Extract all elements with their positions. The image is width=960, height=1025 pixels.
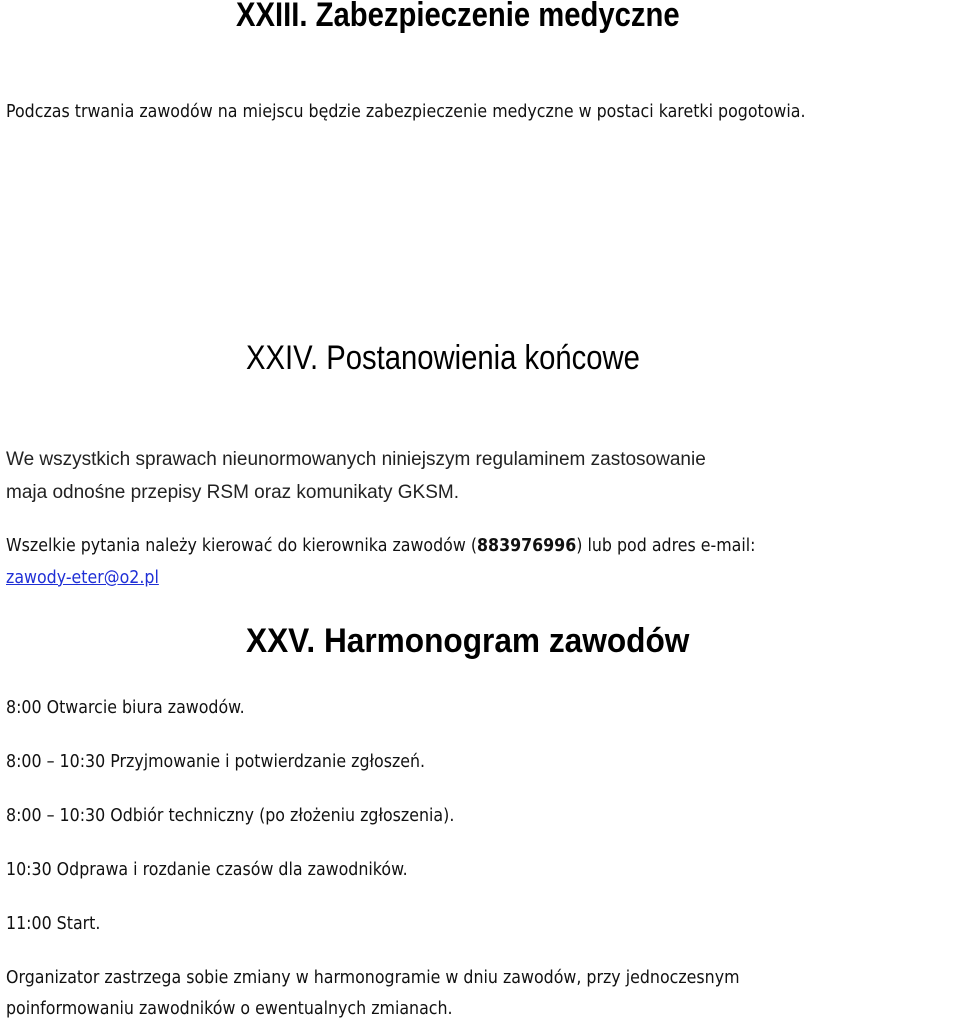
section-heading-final-provisions: XXIV. Postanowienia końcowe bbox=[246, 339, 640, 377]
contact-text-pre: Wszelkie pytania należy kierować do kierownika zawodów ( bbox=[6, 535, 478, 556]
schedule-item: 11:00 Start. bbox=[6, 913, 101, 934]
contact-line bbox=[6, 535, 756, 556]
contact-text-post: ) lub pod adres e-mail: bbox=[576, 535, 756, 556]
schedule-item: 8:00 – 10:30 Odbiór techniczny (po złożeniu zgłoszenia). bbox=[6, 805, 455, 826]
schedule-item: 8:00 Otwarcie biura zawodów. bbox=[6, 697, 245, 718]
section-heading-schedule: XXV. Harmonogram zawodów bbox=[246, 622, 690, 660]
section-heading-medical: XXIII. Zabezpieczenie medyczne bbox=[236, 0, 680, 34]
contact-phone: 883976996 bbox=[477, 535, 577, 556]
final-paragraph-line-1: We wszystkich sprawach nieunormowanych niniejszym regulaminem zastosowanie bbox=[6, 449, 706, 470]
schedule-item: 10:30 Odprawa i rozdanie czasów dla zawodników. bbox=[6, 859, 408, 880]
schedule-note-line-1: Organizator zastrzega sobie zmiany w harmonogramie w dniu zawodów, przy jednoczesnym bbox=[6, 967, 740, 988]
final-paragraph-line-2: maja odnośne przepisy RSM oraz komunikaty GKSM. bbox=[6, 482, 460, 503]
schedule-item: 8:00 – 10:30 Przyjmowanie i potwierdzanie zgłoszeń. bbox=[6, 751, 426, 772]
schedule-note-line-2: poinformowaniu zawodników o ewentualnych zmianach. bbox=[6, 998, 453, 1019]
contact-email-line bbox=[6, 567, 159, 588]
medical-paragraph: Podczas trwania zawodów na miejscu będzie zabezpieczenie medyczne w postaci karetki pogotowia. bbox=[6, 101, 806, 122]
contact-email-link[interactable]: zawody-eter@o2.pl bbox=[6, 567, 159, 588]
